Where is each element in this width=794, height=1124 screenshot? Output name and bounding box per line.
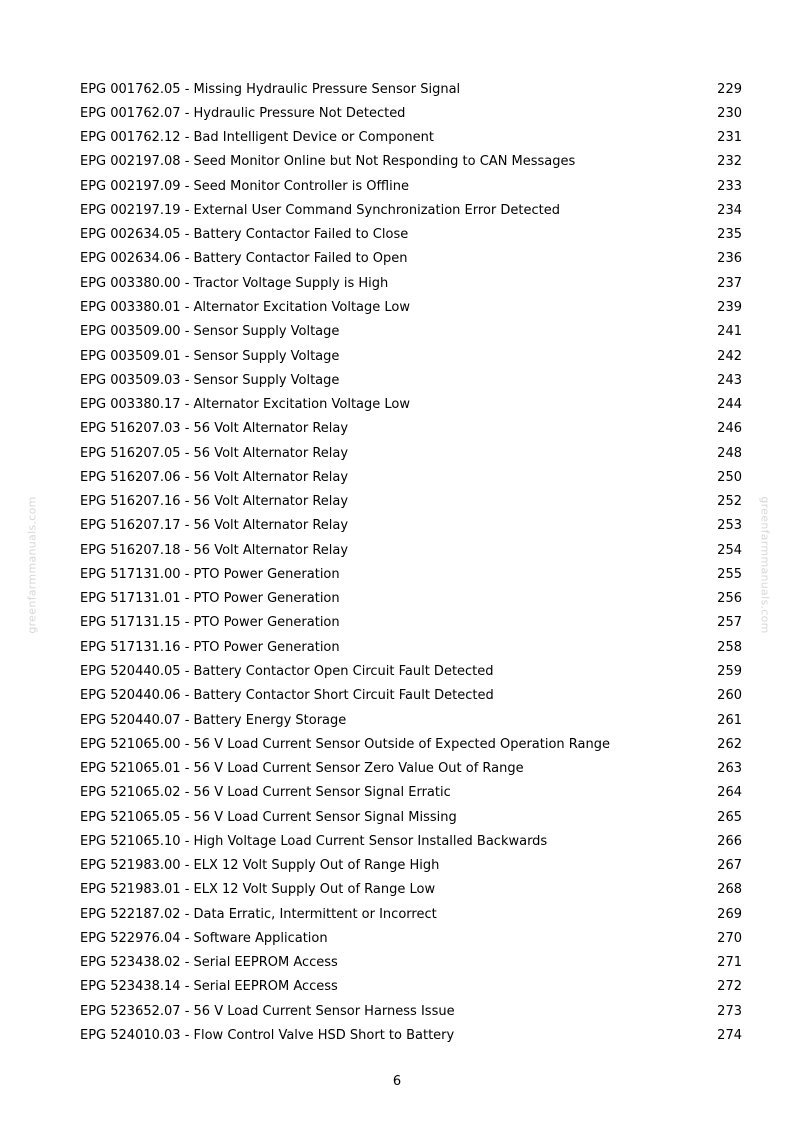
toc-entry-title: EPG 001762.07 - Hydraulic Pressure Not Detected: [80, 105, 406, 121]
toc-entry-page: 248: [717, 445, 742, 461]
toc-entry-title: EPG 516207.06 - 56 Volt Alternator Relay: [80, 469, 349, 485]
page-number: 6: [392, 1074, 402, 1089]
toc-entry-page: 246: [717, 421, 742, 437]
toc-entry-page: 234: [717, 202, 742, 218]
toc-entry-title: EPG 521983.01 - ELX 12 Volt Supply Out of Range Low: [80, 882, 436, 898]
toc-entry-page: 271: [717, 955, 742, 971]
toc-entry[interactable]: [80, 951, 742, 975]
toc-entry-title: EPG 001762.05 - Missing Hydraulic Pressure Sensor Signal: [80, 81, 461, 97]
toc-entry-title: EPG 516207.03 - 56 Volt Alternator Relay: [80, 421, 349, 437]
toc-entry[interactable]: [80, 174, 742, 198]
toc-entry-title: EPG 003380.01 - Alternator Excitation Voltage Low: [80, 300, 410, 316]
toc-entry-page: 257: [717, 615, 742, 631]
toc-entry[interactable]: [80, 101, 742, 125]
toc-entry-title: EPG 517131.00 - PTO Power Generation: [80, 566, 340, 582]
toc-entry-title: EPG 523438.14 - Serial EEPROM Access: [80, 979, 338, 995]
toc-entry-title: EPG 003509.03 - Sensor Supply Voltage: [80, 372, 340, 388]
toc-entry-page: 262: [717, 736, 742, 752]
toc-entry-page: 255: [717, 566, 742, 582]
toc-entry[interactable]: [80, 223, 742, 247]
toc-entry[interactable]: [80, 198, 742, 222]
toc-entry-page: 272: [717, 979, 742, 995]
toc-entry[interactable]: [80, 77, 742, 101]
toc-entry[interactable]: [80, 320, 742, 344]
toc-entry-page: 252: [717, 494, 742, 510]
toc-entry[interactable]: [80, 368, 742, 392]
toc-entry-page: 233: [717, 178, 742, 194]
toc-entry[interactable]: [80, 562, 742, 586]
toc-entry-page: 274: [717, 1027, 742, 1043]
toc-entry-title: EPG 522187.02 - Data Erratic, Intermittent or Incorrect: [80, 906, 437, 922]
toc-entry-page: 239: [717, 300, 742, 316]
toc-entry-title: EPG 521065.00 - 56 V Load Current Sensor Outside of Expected Operation Range: [80, 736, 610, 752]
toc-entry-title: EPG 516207.18 - 56 Volt Alternator Relay: [80, 542, 349, 558]
toc-entry-title: EPG 003509.01 - Sensor Supply Voltage: [80, 348, 340, 364]
watermark-left: greenfarmmanuals.com: [25, 496, 39, 634]
toc-entry-page: 235: [717, 227, 742, 243]
toc-entry-title: EPG 520440.06 - Battery Contactor Short Circuit Fault Detected: [80, 688, 494, 704]
toc-entry[interactable]: [80, 611, 742, 635]
toc-entry[interactable]: [80, 854, 742, 878]
table-of-contents: [80, 77, 742, 1048]
toc-entry-page: 241: [717, 324, 742, 340]
toc-entry-page: 237: [717, 275, 742, 291]
toc-entry-title: EPG 517131.16 - PTO Power Generation: [80, 639, 340, 655]
toc-entry-page: 270: [717, 930, 742, 946]
toc-entry-page: 253: [717, 518, 742, 534]
toc-entry-page: 269: [717, 906, 742, 922]
toc-entry[interactable]: [80, 514, 742, 538]
toc-entry[interactable]: [80, 635, 742, 659]
toc-entry-title: EPG 002197.08 - Seed Monitor Online but Not Responding to CAN Messages: [80, 154, 576, 170]
toc-entry-page: 250: [717, 469, 742, 485]
toc-entry-page: 256: [717, 591, 742, 607]
toc-entry-page: 266: [717, 833, 742, 849]
toc-entry-title: EPG 002197.09 - Seed Monitor Controller is Offline: [80, 178, 409, 194]
toc-entry-title: EPG 003509.00 - Sensor Supply Voltage: [80, 324, 340, 340]
toc-entry-title: EPG 523438.02 - Serial EEPROM Access: [80, 955, 338, 971]
toc-entry[interactable]: [80, 708, 742, 732]
toc-entry-title: EPG 521065.01 - 56 V Load Current Sensor Zero Value Out of Range: [80, 761, 524, 777]
toc-entry[interactable]: [80, 126, 742, 150]
toc-entry[interactable]: [80, 1023, 742, 1047]
toc-entry[interactable]: [80, 684, 742, 708]
toc-entry-title: EPG 003380.00 - Tractor Voltage Supply is High: [80, 275, 389, 291]
toc-entry-page: 231: [717, 130, 742, 146]
toc-entry-page: 254: [717, 542, 742, 558]
toc-entry[interactable]: [80, 295, 742, 319]
toc-entry-title: EPG 516207.16 - 56 Volt Alternator Relay: [80, 494, 349, 510]
toc-entry[interactable]: [80, 417, 742, 441]
toc-entry[interactable]: [80, 902, 742, 926]
toc-entry[interactable]: [80, 247, 742, 271]
toc-entry[interactable]: [80, 878, 742, 902]
toc-entry[interactable]: [80, 150, 742, 174]
toc-entry-page: 243: [717, 372, 742, 388]
toc-entry[interactable]: [80, 271, 742, 295]
toc-entry[interactable]: [80, 829, 742, 853]
watermark-right: greenfarmmanuals.com: [758, 496, 772, 634]
toc-entry[interactable]: [80, 999, 742, 1023]
toc-entry-title: EPG 520440.05 - Battery Contactor Open Circuit Fault Detected: [80, 664, 494, 679]
toc-entry-title: EPG 521065.05 - 56 V Load Current Sensor Signal Missing: [80, 809, 457, 825]
toc-entry-page: 259: [717, 664, 742, 679]
toc-entry-page: 265: [717, 809, 742, 825]
toc-entry-title: EPG 003380.17 - Alternator Excitation Voltage Low: [80, 397, 410, 413]
toc-entry-page: 264: [717, 785, 742, 801]
toc-entry-title: EPG 522976.04 - Software Application: [80, 930, 328, 946]
toc-entry[interactable]: [80, 926, 742, 950]
toc-entry-title: EPG 001762.12 - Bad Intelligent Device or Component: [80, 130, 435, 146]
toc-entry[interactable]: [80, 805, 742, 829]
toc-entry[interactable]: [80, 344, 742, 368]
toc-entry[interactable]: [80, 465, 742, 489]
toc-entry-title: EPG 521065.02 - 56 V Load Current Sensor Signal Erratic: [80, 785, 451, 801]
toc-entry-page: 261: [717, 712, 742, 728]
toc-entry[interactable]: [80, 538, 742, 562]
toc-entry[interactable]: [80, 441, 742, 465]
toc-entry-page: 260: [717, 688, 742, 704]
toc-entry[interactable]: [80, 490, 742, 514]
toc-entry-page: 230: [717, 105, 742, 121]
toc-entry-title: EPG 517131.01 - PTO Power Generation: [80, 591, 340, 607]
toc-entry-title: EPG 517131.15 - PTO Power Generation: [80, 615, 340, 631]
toc-entry-page: 232: [717, 154, 742, 170]
toc-entry-page: 263: [717, 761, 742, 777]
toc-entry[interactable]: [80, 392, 742, 416]
toc-entry-title: EPG 516207.17 - 56 Volt Alternator Relay: [80, 518, 349, 534]
toc-entry-page: 229: [717, 81, 742, 97]
toc-entry-page: 268: [717, 882, 742, 898]
toc-entry[interactable]: [80, 975, 742, 999]
toc-entry-page: 244: [717, 397, 742, 413]
toc-entry[interactable]: [80, 732, 742, 756]
toc-entry-title: EPG 002197.19 - External User Command Synchronization Error Detected: [80, 202, 560, 218]
toc-entry[interactable]: [80, 587, 742, 611]
toc-entry-title: EPG 521065.10 - High Voltage Load Current Sensor Installed Backwards: [80, 833, 548, 849]
toc-entry-title: EPG 002634.05 - Battery Contactor Failed to Close: [80, 227, 409, 243]
toc-entry-page: 236: [717, 251, 742, 267]
toc-entry-page: 267: [717, 858, 742, 874]
toc-entry-page: 273: [717, 1003, 742, 1019]
toc-entry-page: 242: [717, 348, 742, 364]
toc-entry-page: 258: [717, 639, 742, 655]
toc-entry-title: EPG 521983.00 - ELX 12 Volt Supply Out of Range High: [80, 858, 440, 874]
toc-entry[interactable]: [80, 781, 742, 805]
toc-entry-title: EPG 524010.03 - Flow Control Valve HSD Short to Battery: [80, 1027, 455, 1043]
toc-entry-title: EPG 002634.06 - Battery Contactor Failed to Open: [80, 251, 408, 267]
toc-entry[interactable]: [80, 659, 742, 683]
toc-entry[interactable]: [80, 756, 742, 780]
toc-entry-title: EPG 523652.07 - 56 V Load Current Sensor Harness Issue: [80, 1003, 455, 1019]
toc-entry-title: EPG 520440.07 - Battery Energy Storage: [80, 712, 347, 728]
toc-entry-title: EPG 516207.05 - 56 Volt Alternator Relay: [80, 445, 349, 461]
